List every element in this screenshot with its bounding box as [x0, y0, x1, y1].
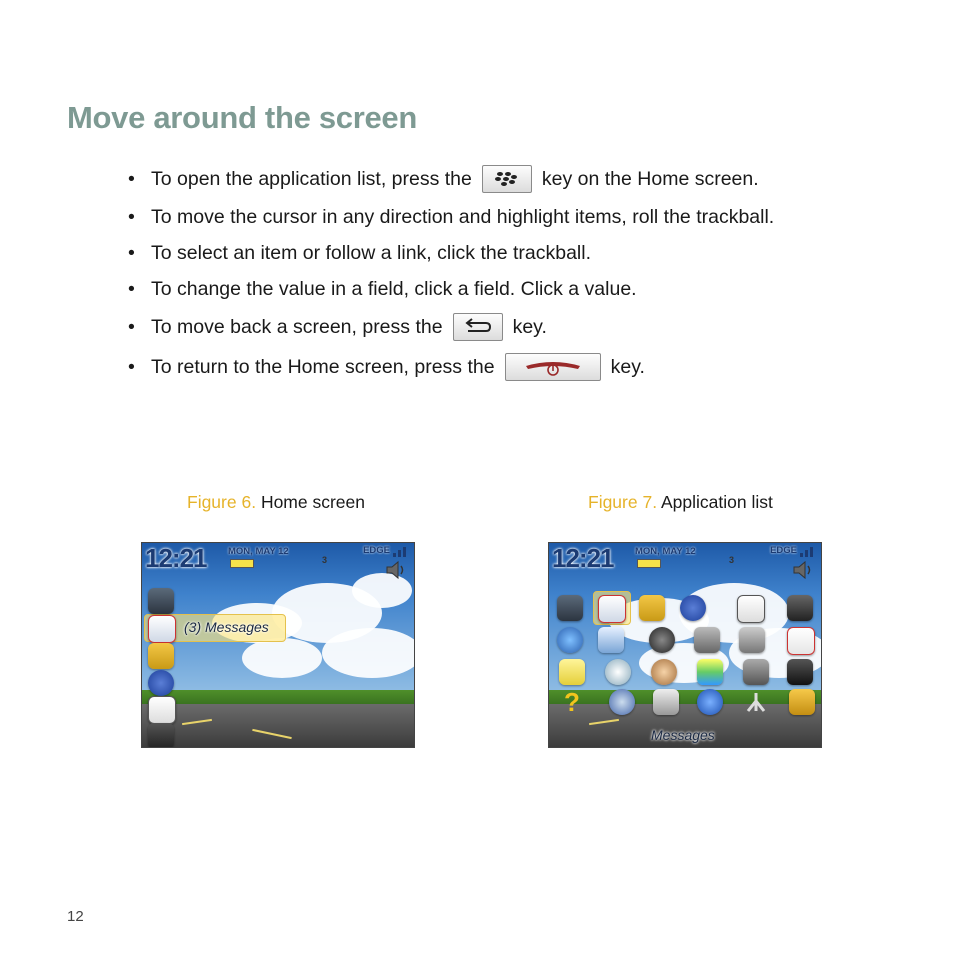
setup-wizard-icon	[743, 689, 769, 715]
tasks-icon	[787, 627, 815, 655]
phone-device-icon	[557, 595, 583, 621]
maps-icon	[598, 627, 624, 653]
battery-icon	[230, 559, 254, 568]
network-label: EDGE	[363, 545, 390, 556]
applications-menu-icon	[148, 723, 174, 748]
selected-item-label: (3) Messages	[184, 619, 269, 635]
signal-strength-icon	[799, 545, 817, 557]
notification-count: 3	[322, 555, 328, 565]
camera-icon	[787, 659, 813, 685]
signal-strength-icon	[392, 545, 410, 557]
network-label: EDGE	[770, 545, 797, 556]
date-label: MON, MAY 12	[635, 546, 696, 557]
search-icon	[609, 689, 635, 715]
sound-icon	[739, 627, 765, 653]
settings-icon	[653, 689, 679, 715]
ringtone-icon	[651, 659, 677, 685]
blackberry-messenger-icon	[148, 670, 174, 696]
list-item: • To open the application list, press the key on the Home screen.	[128, 165, 759, 193]
page-title: Move around the screen	[67, 100, 417, 135]
figure-caption: Figure 6. Home screen	[187, 492, 366, 512]
blackberry-messenger-icon	[680, 595, 706, 621]
home-screen-image	[141, 542, 415, 748]
list-item: • To move the cursor in any direction and highlight items, roll the trackball.	[128, 206, 775, 228]
list-item: • To move back a screen, press the key.	[128, 313, 547, 341]
figure-caption: Figure 7. Application list	[588, 492, 773, 512]
calendar-icon	[148, 696, 176, 724]
clock-icon	[605, 659, 631, 685]
lock-icon	[789, 689, 815, 715]
sound-profile-icon	[791, 559, 813, 581]
messages-icon	[598, 595, 626, 623]
date-label: MON, MAY 12	[228, 546, 289, 557]
clock: 12:21	[145, 543, 207, 573]
list-item: • To change the value in a field, click a field. Click a value.	[128, 278, 637, 300]
escape-key-icon	[453, 313, 503, 341]
media-icon	[649, 627, 675, 653]
clock: 12:21	[552, 543, 614, 573]
games-icon	[697, 659, 723, 685]
list-item: • To select an item or follow a link, click the trackball.	[128, 242, 592, 264]
end-call-key-icon	[505, 353, 601, 381]
voice-dialing-icon	[694, 627, 720, 653]
application-list-image	[548, 542, 822, 748]
notification-count: 3	[729, 555, 735, 565]
phone-device-icon	[148, 588, 174, 614]
browser-icon	[557, 627, 583, 653]
help-icon: ?	[564, 687, 580, 717]
call-log-icon	[639, 595, 665, 621]
selected-item-label: Messages	[651, 727, 715, 743]
messages-icon	[148, 615, 176, 643]
page-number: 12	[67, 908, 84, 925]
calendar-icon	[737, 595, 765, 623]
contacts-icon	[787, 595, 813, 621]
menu-key-icon	[482, 165, 532, 193]
bluetooth-icon	[697, 689, 723, 715]
sound-profile-icon	[384, 559, 406, 581]
memopad-icon	[559, 659, 585, 685]
call-log-icon	[148, 643, 174, 669]
battery-icon	[637, 559, 661, 568]
list-item: • To return to the Home screen, press the key.	[128, 353, 645, 381]
calculator-icon	[743, 659, 769, 685]
